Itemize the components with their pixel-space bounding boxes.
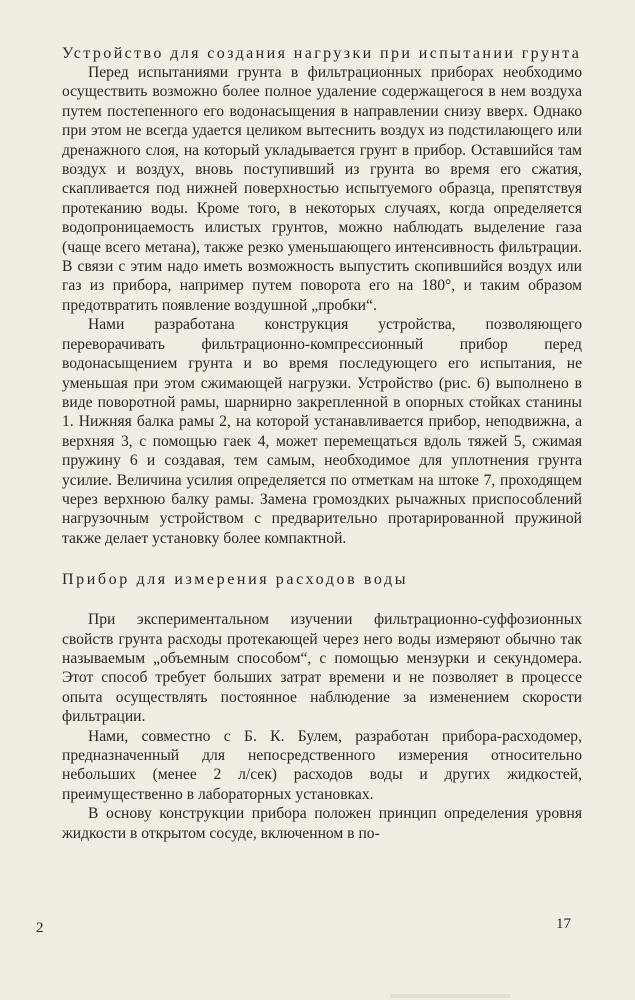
- signature-mark: 2: [36, 920, 44, 936]
- paragraph: При экспериментальном изучении фильтрационно-суффозионных свойств грунта расходы протекающей через него воды измеряют обычно так называемым „объемным способом“, с помощью мензурки и секундомера. Этот способ требует больших затрат времени и не позволяет в процессе опыта осуществлять постоянное наблюдение за изменением скорости фильтрации.: [62, 611, 582, 726]
- scan-smudge: [390, 994, 510, 998]
- page-number: 17: [556, 916, 571, 932]
- section-heading-flow-meter: Прибор для измерения расходов воды: [62, 571, 409, 589]
- paragraph: В основу конструкции прибора положен принцип определения уровня жидкости в открытом сосуде, включенном в по-: [62, 805, 582, 842]
- paragraph: Нами, совместно с Б. К. Булем, разработан прибора-расходомер, предназначенный для непосредственного измерения относительно небольших (менее 2 л/сек) расходов воды и других жидкостей, преимущественно в лабораторных установках.: [62, 727, 582, 803]
- section-heading-load-device: Устройство для создания нагрузки при испытании грунта: [62, 45, 582, 62]
- paragraph: Нами разработана конструкция устройства, позволяющего переворачивать фильтрационно-компрессионный прибор перед водонасыщением грунта и во время последующего его испытания, не уменьшая при этом сжимающей нагрузки. Устройство (рис. 6) выполнено в виде поворотной рамы, шарнирно закрепленной в опорных стойках станины 1. Нижняя балка рамы 2, на которой устанавливается прибор, неподвижна, а верхняя 3, с помощью гаек 4, может перемещаться вдоль тяжей 5, сжимая пружину 6 и создавая, тем самым, необходимое для уплотнения грунта усилие. Величина усилия определяется по отметкам на штоке 7, проходящем через верхнюю балку рамы. Замена громоздких рычажных приспособлений нагрузочным устройством с предварительно протарированной пружиной также делает установку более компактной.: [62, 316, 582, 547]
- paragraph: Перед испытаниями грунта в фильтрационных приборах необходимо осуществить возможно более полное удаление содержащегося в нем воздуха путем постепенного его водонасыщения в направлении снизу вверх. Однако при этом не всегда удается целиком вытеснить воздух из подстилающего или дренажного слоя, на который укладывается грунт в прибор. Оставшийся там воздух и воздух, вновь поступивший из грунта во время его сжатия, скапливается под нижней поверхностью испытуемого образца, препятствуя протеканию воды. Кроме того, в некоторых случаях, когда определяется водопроницаемость илистых грунтов, можно наблюдать выделение газа (чаще всего метана), также резко уменьшающего интенсивность фильтрации. В связи с этим надо иметь возможность выпустить скопившийся воздух или газ из прибора, например путем поворота его на 180°, и таким образом предотвратить появление воздушной „пробки“.: [62, 64, 582, 314]
- page-body: [62, 44, 582, 843]
